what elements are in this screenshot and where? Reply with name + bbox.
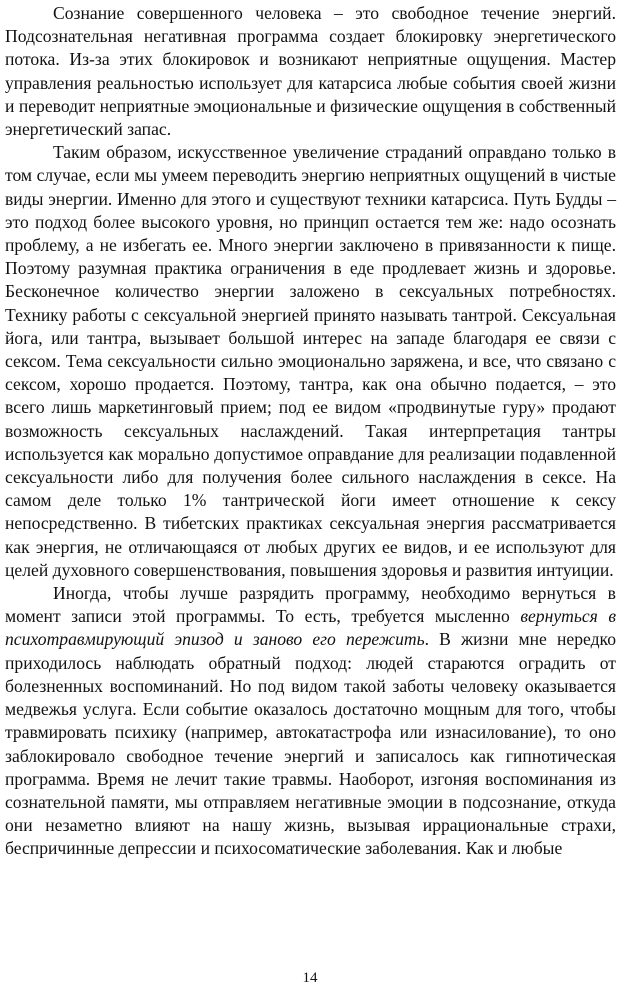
paragraph-text: Иногда, чтобы лучше разрядить программу, необходимо вернуться в момент записи этой программы. То есть, требуется мысленно <box>5 583 616 627</box>
paragraph-text: . В жизни мне нередко приходилось наблюдать обратный подход: людей стараются оградить от болезненных воспоминаний. Но под видом такой заботы человеку оказывается медвежья услуга. Если событие оказалось достаточно мощным для того, чтобы травмировать психику (например, автокатастрофа или изнасилование), то оно заблокировало свободное течение энергий и записалось как гипнотическая программа. Время не лечит такие травмы. Наоборот, изгоняя воспоминания из сознательной памяти, мы отправляем негативные эмоции в подсознание, откуда они незаметно влияют на нашу жизнь, вызывая иррациональные страхи, беспричинные депрессии и психосоматические заболевания. Как и любые <box>5 629 616 859</box>
document-page <box>5 2 616 861</box>
page-number: 14 <box>302 970 318 986</box>
paragraph-text: Таким образом, искусственное увеличение страданий оправдано только в том случае, если мы умеем переводить энергию неприятных ощущений в чистые виды энергии. Именно для этого и существуют техники катарсиса. Путь Будды – это подход более высокого уровня, но принцип остается тем же: надо осознать проблему, а не избегать ее. Много энергии заключено в привязанности к пище. Поэтому разумная практика ограничения в еде продлевает жизнь и здоровье. Бесконечное количество энергии заложено в сексуальных потребностях. Технику работы с сексуальной энергией принято называть тантрой. Сексуальная йога, или тантра, вызывает большой интерес на западе благодаря ее связи с сексом. Тема сексуальности сильно эмоционально заряжена, и все, что связано с сексом, хорошо продается. Поэтому, тантра, как она обычно подается, – это всего лишь маркетинговый прием; под ее видом «продвинутые гуру» продают возможность сексуальных наслаждений. Такая интерпретация тантры используется как морально допустимое оправдание для реализации подавленной сексуальности либо для получения более сильного наслаждения в сексе. На самом деле только 1% тантрической йоги имеет отношение к сексу непосредственно. В тибетских практиках сексуальная энергия рассматривается как энергия, не отличающаяся от любых других ее видов, и ее используют для целей духовного совершенствования, повышения здоровья и развития интуиции. <box>5 142 616 580</box>
paragraph-text: Сознание совершенного человека – это свободное течение энергий. Подсознательная негативная программа создает блокировку энергетического потока. Из-за этих блокировок и возникают неприятные ощущения. Мастер управления реальностью использует для катарсиса любые события своей жизни и переводит неприятные эмоциональные и физические ощущения в собственный энергетический запас. <box>5 3 616 140</box>
paragraph-1 <box>5 2 616 141</box>
paragraph-3 <box>5 582 616 860</box>
paragraph-2 <box>5 141 616 582</box>
italic-phrase: вернуться в психотравмирующий эпизод и заново его пережить <box>5 606 616 650</box>
